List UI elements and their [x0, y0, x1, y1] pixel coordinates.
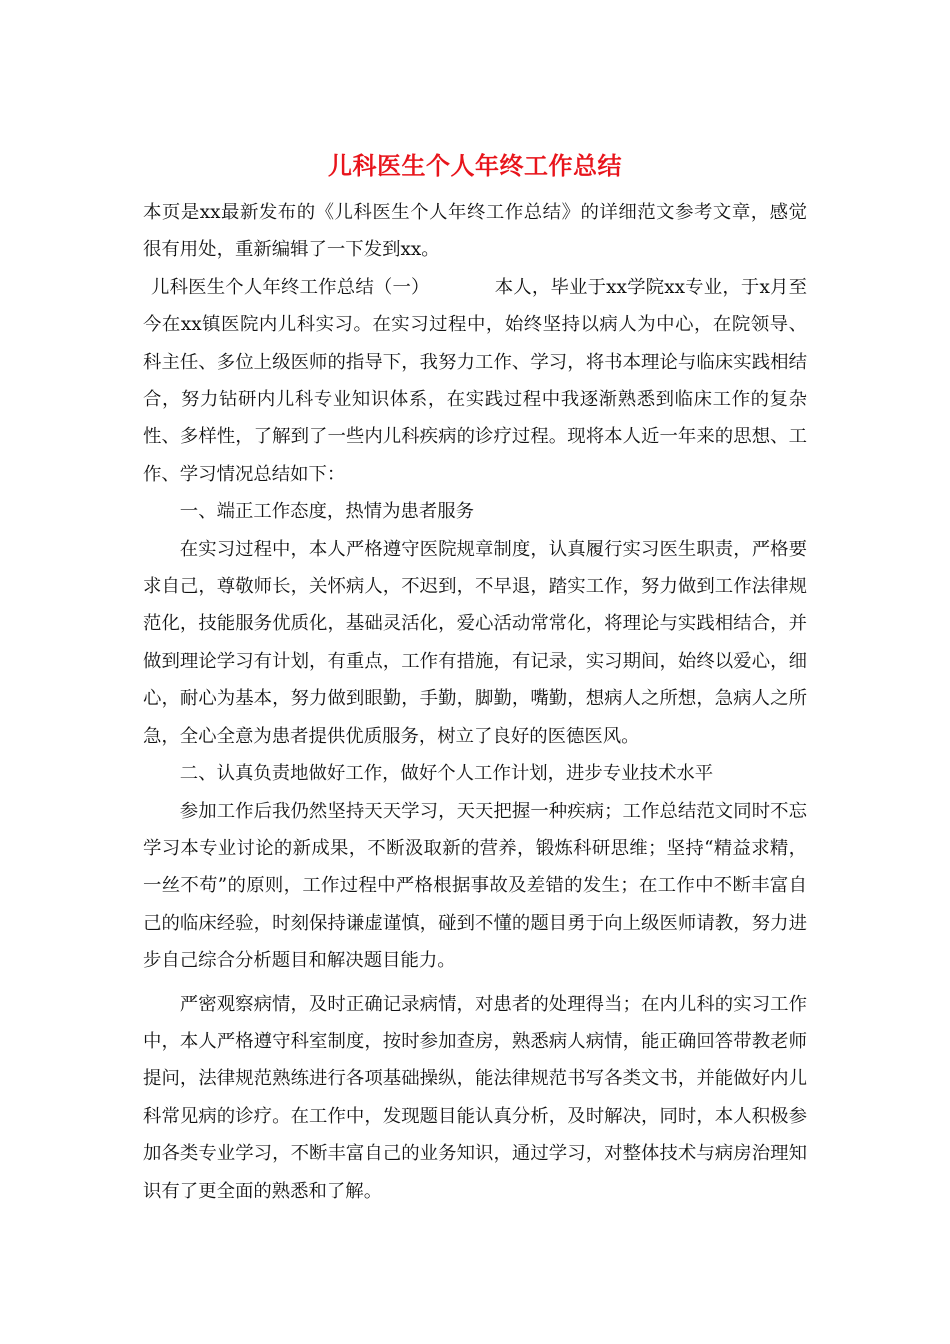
paragraph-1: 在实习过程中，本人严格遵守医院规章制度，认真履行实习医生职责，严格要求自己，尊敬师长，关怀病人，不迟到，不早退，踏实工作，努力做到工作法律规范化，技能服务优质化，基础灵活化，爱心活动常常化，将理论与实践相结合，并做到理论学习有计划，有重点，工作有措施，有记录，实习期间，始终以爱心，细心，耐心为基本，努力做到眼勤，手勤，脚勤，嘴勤，想病人之所想，急病人之所急，全心全意为患者提供优质服务，树立了良好的医德医风。	[143, 538, 807, 747]
intro-paragraph: 本页是xx最新发布的《儿科医生个人年终工作总结》的详细范文参考文章，感觉很有用处，重新编辑了一下发到xx。	[143, 202, 807, 261]
paragraph-3: 严密观察病情，及时正确记录病情，对患者的处理得当；在内儿科的实习工作中，本人严格遵守科室制度，按时参加查房，熟悉病人病情，能正确回答带教老师提问，法律规范熟练进行各项基础操纵，能法律规范书写各类文书，并能做好内儿科常见病的诊疗。在工作中，发现题目能认真分析，及时解决，同时，本人积极参加各类专业学习，不断丰富自己的业务知识，通过学习，对整体技术与病房治理知识有了更全面的熟悉和了解。	[143, 993, 807, 1202]
heading-1: 一、端正工作态度，热情为患者服务	[179, 501, 475, 523]
document-body	[143, 194, 807, 1210]
section-intro-text: 本人，毕业于xx学院xx专业，于x月至今在xx镇医院内儿科实习。在实习过程中，始终坚持以病人为中心，在院领导、科主任、多位上级医师的指导下，我努力工作、学习，将书本理论与临床实践相结合，努力钻研内儿科专业知识体系，在实践过程中我逐渐熟悉到临床工作的复杂性、多样性，了解到了一些内儿科疾病的诊疗过程。现将本人近一年来的思想、工作、学习情况总结如下：	[143, 276, 807, 485]
section-intro-paragraph	[143, 269, 807, 493]
paragraph-2: 参加工作后我仍然坚持天天学习，天天把握一种疾病；工作总结范文同时不忘学习本专业讨论的新成果，不断汲取新的营养，锻炼科研思维；坚持“精益求精，一丝不苟”的原则，工作过程中严格根据事故及差错的发生；在工作中不断丰富自己的临床经验，时刻保持谦虚谨慎，碰到不懂的题目勇于向上级医师请教，努力进步自己综合分析题目和解决题目能力。	[143, 800, 807, 972]
section-spacer	[420, 277, 494, 298]
document-title: 儿科医生个人年终工作总结	[328, 151, 622, 180]
section-title: 儿科医生个人年终工作总结（一）	[151, 276, 421, 298]
heading-2: 二、认真负责地做好工作，做好个人工作计划，进步专业技术水平	[179, 763, 714, 785]
